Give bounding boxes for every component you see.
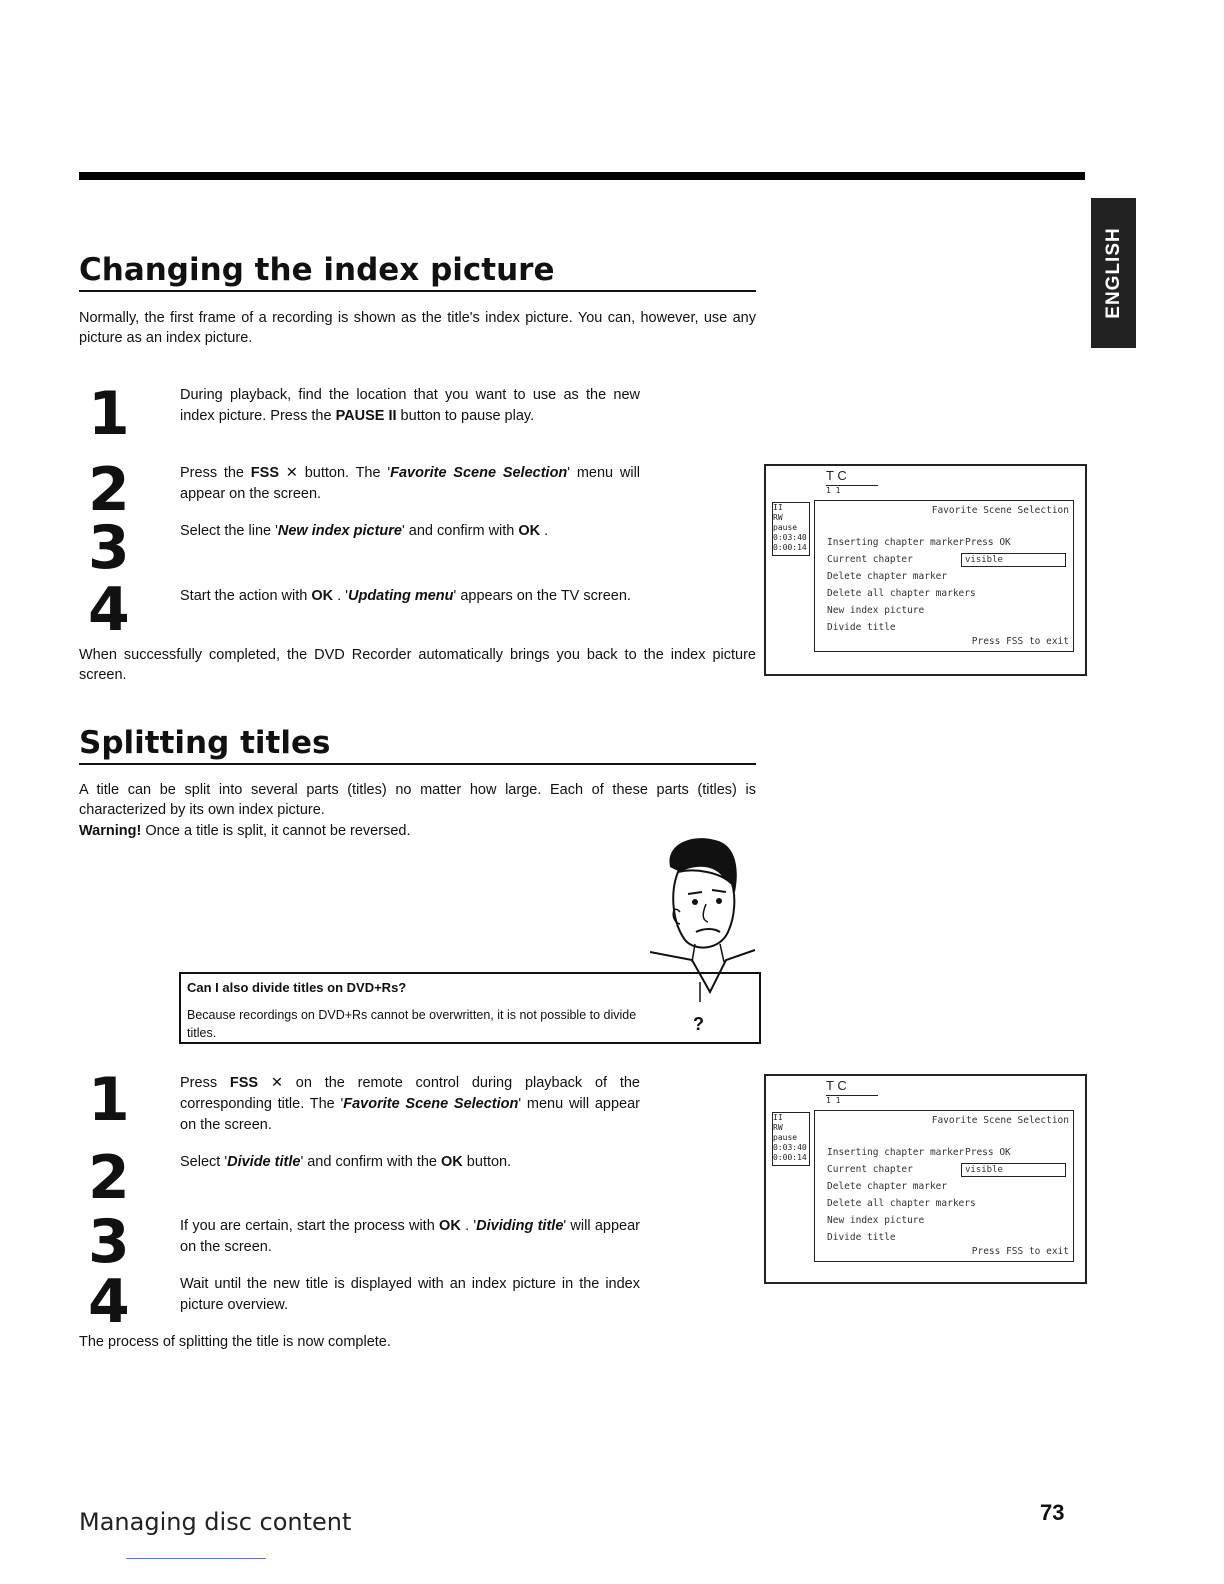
note-body: Because recordings on DVD+Rs cannot be overwritten, it is not possible to divide titles. xyxy=(187,1008,637,1040)
section-title: Splitting titles xyxy=(79,725,756,765)
footer-rule xyxy=(126,1558,266,1559)
menu-item: Delete chapter marker xyxy=(827,1181,948,1192)
step-number: 4 xyxy=(88,1267,130,1337)
menu-item: Delete chapter marker xyxy=(827,571,948,582)
question-mark: ? xyxy=(693,1014,704,1034)
menu-title: Favorite Scene Selection xyxy=(931,505,1069,516)
menu-value: Press OK xyxy=(965,1147,1011,1158)
tv-screen-illustration xyxy=(764,1074,1087,1284)
menu-item: Delete all chapter markers xyxy=(827,588,976,599)
section-index xyxy=(79,252,756,292)
title-chapter-label: T C xyxy=(826,1078,847,1093)
tv-screen-illustration xyxy=(764,464,1087,676)
menu-item: Inserting chapter marker xyxy=(827,537,965,548)
outro-text: The process of splitting the title is now complete. xyxy=(79,1334,391,1350)
section-split xyxy=(79,725,756,765)
step-text: During playback, find the location that you want to use as the new index picture. Press the PAUSE II button to pause play. xyxy=(180,387,640,424)
step-text: Wait until the new title is displayed with an index picture in the index picture overview. xyxy=(180,1276,640,1313)
note-title: Can I also divide titles on DVD+Rs? xyxy=(187,980,407,995)
intro-text: Normally, the first frame of a recording is shown as the title's index picture. You can, however, use any picture as an index picture. xyxy=(79,310,756,346)
step-text: Press the FSS ✕ button. The 'Favorite Scene Selection' menu will appear on the screen. xyxy=(180,465,641,502)
menu-exit-hint: Press FSS to exit xyxy=(971,636,1069,647)
fss-menu xyxy=(814,500,1074,652)
top-rule xyxy=(79,172,1085,180)
intro-text: A title can be split into several parts (titles) no matter how large. Each of these parts (titles) is characterized by its own index picture. xyxy=(79,782,756,818)
menu-item: Delete all chapter markers xyxy=(827,1198,976,1209)
menu-title: Favorite Scene Selection xyxy=(931,1115,1069,1126)
playback-status: II RW pause 0:03:40 0:00:14 xyxy=(772,502,810,556)
step-number: 1 xyxy=(88,1065,130,1135)
step-text: Start the action with OK . 'Updating menu' appears on the TV screen. xyxy=(180,588,631,604)
step-text: Press FSS ✕ on the remote control during playback of the corresponding title. The 'Favorite Scene Selection' menu will appear on the screen. xyxy=(180,1075,640,1133)
playback-status: II RW pause 0:03:40 0:00:14 xyxy=(772,1112,810,1166)
menu-item: New index picture xyxy=(827,605,925,616)
menu-exit-hint: Press FSS to exit xyxy=(971,1246,1069,1257)
step-number: 2 xyxy=(88,455,130,525)
step-text: Select 'Divide title' and confirm with the OK button. xyxy=(180,1154,512,1170)
language-tab: ENGLISH xyxy=(1091,198,1136,348)
visible-field: visible xyxy=(961,1163,1066,1177)
step-text: If you are certain, start the process with OK . 'Dividing title' will appear on the screen. xyxy=(180,1218,640,1255)
menu-item: Inserting chapter marker xyxy=(827,1147,965,1158)
page-number: 73 xyxy=(1040,1500,1065,1525)
step-number: 1 xyxy=(88,379,130,449)
title-chapter-value: 1 1 xyxy=(826,485,878,495)
step-number: 4 xyxy=(88,575,130,645)
menu-item: Divide title xyxy=(827,622,896,633)
step-number: 3 xyxy=(88,513,130,583)
outro-text: When successfully completed, the DVD Recorder automatically brings you back to the index picture screen. xyxy=(79,647,756,683)
step-number: 3 xyxy=(88,1207,130,1277)
menu-item: New index picture xyxy=(827,1215,925,1226)
faq-note xyxy=(179,972,761,1044)
footer-section-name: Managing disc content xyxy=(79,1508,352,1536)
step-text: Select the line 'New index picture' and confirm with OK . xyxy=(180,523,549,539)
menu-item: Divide title xyxy=(827,1232,896,1243)
title-chapter-label: T C xyxy=(826,468,847,483)
menu-item: Current chapter xyxy=(827,1164,913,1175)
step-number: 2 xyxy=(88,1143,130,1213)
section-title: Changing the index picture xyxy=(79,252,756,292)
menu-item: Current chapter xyxy=(827,554,913,565)
fss-menu xyxy=(814,1110,1074,1262)
menu-value: Press OK xyxy=(965,537,1011,548)
title-chapter-value: 1 1 xyxy=(826,1095,878,1105)
warning-text: Warning! Once a title is split, it cannot be reversed. xyxy=(79,823,411,839)
visible-field: visible xyxy=(961,553,1066,567)
